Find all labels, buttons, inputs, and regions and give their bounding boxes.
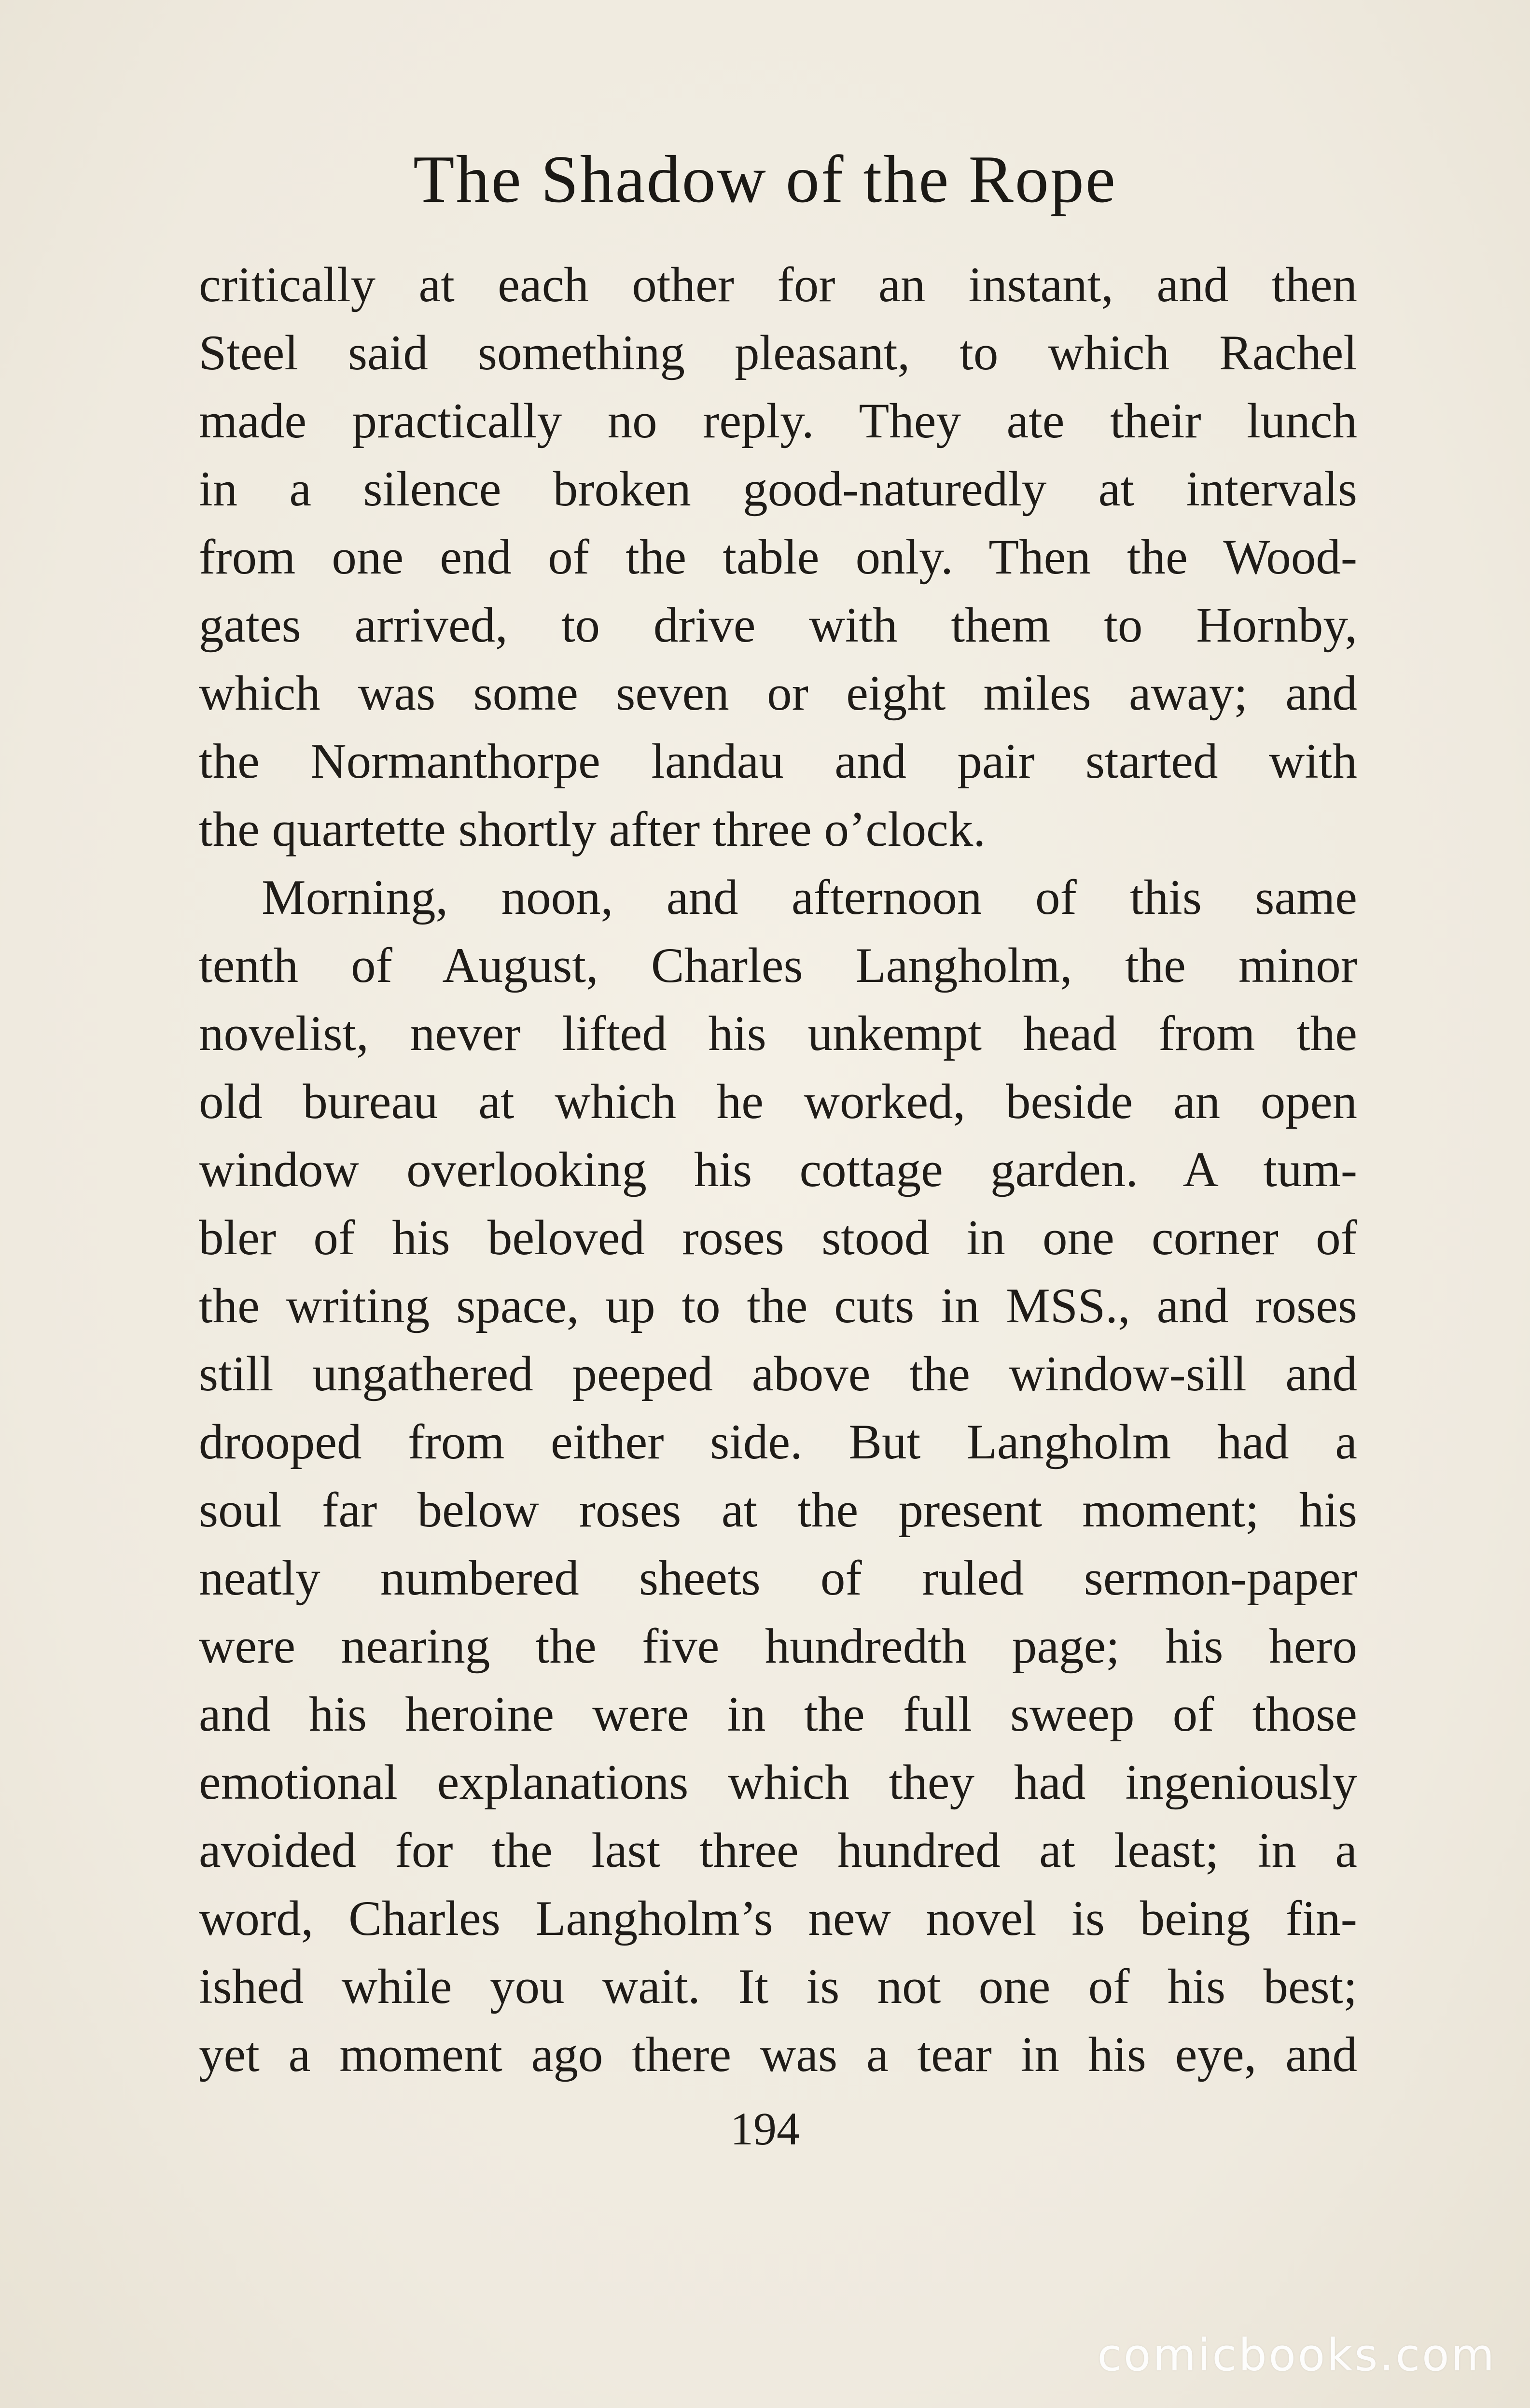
text-line: critically at each other for an instant, and then [199, 257, 1357, 312]
text-line: Steel said something pleasant, to which Rachel [199, 325, 1357, 380]
text-line: the quartette shortly after three o’clock. [199, 802, 986, 857]
text-line: emotional explanations which they had ingeniously [199, 1755, 1357, 1810]
text-line: avoided for the last three hundred at least; in a [199, 1823, 1357, 1878]
text-line: made practically no reply. They ate their lunch [199, 393, 1357, 448]
text-line: were nearing the five hundredth page; his hero [199, 1619, 1357, 1674]
text-line: from one end of the table only. Then the Wood- [199, 530, 1357, 585]
text-line: Morning, noon, and afternoon of this same [262, 870, 1357, 925]
page-number: 194 [730, 2103, 800, 2155]
text-line: tenth of August, Charles Langholm, the minor [199, 938, 1357, 993]
text-line: drooped from either side. But Langholm had a [199, 1414, 1357, 1470]
text-line: in a silence broken good-naturedly at intervals [199, 462, 1357, 517]
text-line: novelist, never lifted his unkempt head from the [199, 1006, 1357, 1061]
text-line: neatly numbered sheets of ruled sermon-paper [199, 1551, 1357, 1606]
text-line: soul far below roses at the present moment; his [199, 1483, 1357, 1538]
text-line: ished while you wait. It is not one of his best; [199, 1959, 1357, 2014]
text-line: word, Charles Langholm’s new novel is being fin- [199, 1891, 1357, 1946]
text-line: gates arrived, to drive with them to Hornby, [199, 598, 1357, 653]
text-line: the Normanthorpe landau and pair started with [199, 734, 1357, 789]
text-line: yet a moment ago there was a tear in his eye, and [199, 2027, 1357, 2082]
text-line: window overlooking his cottage garden. A tum- [199, 1142, 1357, 1197]
text-line: and his heroine were in the full sweep of those [199, 1687, 1357, 1742]
running-head: The Shadow of the Rope [413, 142, 1117, 217]
watermark: comicbooks.com [1097, 2329, 1496, 2381]
text-line: the writing space, up to the cuts in MSS., and roses [199, 1278, 1357, 1333]
text-line: bler of his beloved roses stood in one corner of [199, 1210, 1357, 1265]
body-text [199, 251, 1357, 2089]
text-line: which was some seven or eight miles away; and [199, 666, 1357, 721]
text-line: still ungathered peeped above the window-sill and [199, 1346, 1357, 1401]
text-line: old bureau at which he worked, beside an open [199, 1074, 1357, 1129]
